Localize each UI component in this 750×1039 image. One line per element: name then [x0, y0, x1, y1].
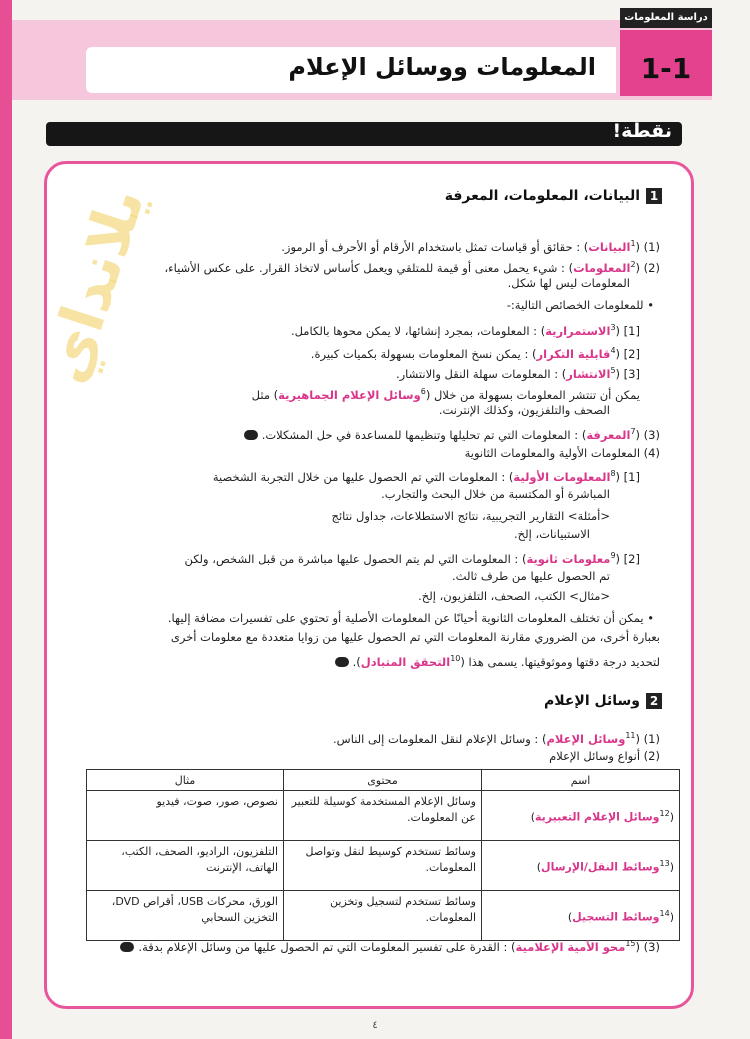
- term-number: 9: [610, 551, 616, 560]
- media-types-table: [86, 769, 680, 941]
- section-2-line: [333, 728, 660, 747]
- media-example-cell: نصوص، صور، صوت، فيديو: [87, 791, 284, 841]
- table-header-name: اسم: [482, 770, 680, 791]
- line-suffix: ) : المعلومات، بمجرد إنشائها، لا يمكن محوها بالكامل.: [290, 323, 546, 338]
- line-text: (2) أنواع وسائل الإعلام: [549, 749, 660, 763]
- media-literacy-line: [120, 936, 660, 955]
- section-1-line: [452, 568, 610, 584]
- media-example-cell: الورق، محركات USB، أقراص DVD، التخزين السحابي: [87, 891, 284, 941]
- term-number: 10: [450, 654, 461, 663]
- line-prefix: [3] (: [615, 366, 640, 381]
- line-text: الاستبيانات، إلخ.: [514, 527, 590, 541]
- page-number: ٤: [372, 1020, 378, 1031]
- line-prefix: لتحديد درجة دقتها وموثوقيتها. يسمى هذا (: [460, 654, 660, 669]
- table-header-example: مثال: [87, 770, 284, 791]
- term-number: 14: [659, 908, 670, 918]
- lesson-number: 1-1: [640, 52, 692, 85]
- key-term: معلومات ثانوية: [526, 551, 611, 566]
- line-prefix: يمكن أن تنتشر المعلومات بسهولة من خلال (: [425, 387, 640, 402]
- section-1-number: 1: [646, 188, 662, 204]
- key-term: المعلومات: [573, 260, 631, 275]
- media-name-cell: ($^{13}$وسائط النقل/الإرسال): [482, 841, 680, 891]
- key-term: الاستمرارية: [545, 323, 611, 338]
- media-content-cell: وسائط تستخدم كوسيط لنقل وتواصل المعلومات.: [284, 841, 482, 891]
- section-1-line: [311, 343, 640, 362]
- term-number: 12: [659, 808, 670, 818]
- section-2-title: وسائل الإعلام: [543, 693, 640, 709]
- line-suffix: ) : القدرة على تفسير المعلومات التي تم الحصول عليها من وسائل الإعلام بدقة.: [138, 939, 516, 954]
- term-number: 8: [610, 469, 616, 478]
- line-prefix: [1] (: [615, 323, 640, 338]
- line-prefix: (1) (: [635, 239, 660, 254]
- audio-icon[interactable]: [335, 657, 349, 667]
- section-1-line: [335, 651, 660, 670]
- section-1-heading: [445, 188, 662, 204]
- term-number: 13: [659, 858, 670, 868]
- audio-icon[interactable]: [244, 430, 258, 440]
- section-1-title: البيانات، المعلومات، المعرفة: [444, 188, 640, 204]
- line-prefix: (3) (: [635, 427, 660, 442]
- section-1-line: [332, 508, 610, 524]
- line-prefix: [2] (: [615, 551, 640, 566]
- media-name-cell: ($^{14}$وسائط التسجيل): [482, 891, 680, 941]
- line-text: بعبارة أخرى، من الضروري مقارنة المعلومات التي تم الحصول عليها من زوايا متعددة مع معلومات أخرى: [170, 630, 660, 644]
- section-1-line: [514, 526, 590, 542]
- section-1-line: [281, 236, 660, 255]
- table-header-content: محتوى: [284, 770, 482, 791]
- line-prefix: (1) (: [635, 731, 660, 746]
- line-text: • يمكن أن تختلف المعلومات الثانوية أحيانًا عن المعلومات الأصلية أو تحتوي على تفسيرات مضافة إليها.: [167, 611, 654, 625]
- line-prefix: (3) (: [635, 939, 660, 954]
- watermark: يلانداي: [30, 178, 159, 392]
- line-suffix: ) : المعلومات التي لم يتم الحصول عليها مباشرة من قبل الشخص، ولكن: [184, 551, 527, 566]
- section-1-line: [418, 588, 610, 604]
- term-number: 2: [630, 260, 636, 269]
- line-text: <أمثلة> التقارير التجريبية، نتائج الاستطلاعات، جداول نتائج: [331, 509, 610, 523]
- media-example-cell: التلفزيون، الراديو، الصحف، الكتب، الهاتف، الإنترنت: [87, 841, 284, 891]
- section-1-line: [244, 424, 660, 443]
- line-text: <مثال> الكتب، الصحف، التلفزيون، إلخ.: [418, 589, 610, 603]
- table-row: [87, 791, 680, 841]
- line-text: تم الحصول عليها من طرف ثالث.: [452, 569, 610, 583]
- section-1-line: [164, 257, 660, 276]
- media-name: وسائط التسجيل: [572, 910, 660, 924]
- nokta-bar: [46, 122, 682, 146]
- key-term: البيانات: [588, 239, 631, 254]
- key-term: المعلومات الأولية: [513, 469, 611, 484]
- nokta-label: نقطة!: [612, 120, 672, 142]
- term-number: 1: [630, 239, 636, 248]
- section-1-line: [381, 486, 610, 502]
- section-2-line: [549, 748, 660, 764]
- line-suffix: ) : وسائل الإعلام لنقل المعلومات إلى الناس.: [333, 731, 547, 746]
- media-name-cell: ($^{12}$وسائل الإعلام التعبيرية): [482, 791, 680, 841]
- key-term: الانتشار: [566, 366, 611, 381]
- section-1-line: [396, 363, 640, 382]
- line-suffix: ) : يمكن نسخ المعلومات بسهولة بكميات كبيرة.: [310, 346, 537, 361]
- media-content-cell: وسائط تستخدم لتسجيل وتخزين المعلومات.: [284, 891, 482, 941]
- section-1-line: [213, 466, 640, 485]
- section-1-line: [168, 610, 654, 626]
- term-number: 4: [610, 346, 616, 355]
- key-term: وسائل الإعلام: [546, 731, 626, 746]
- section-1-line: [508, 275, 630, 291]
- section-1-line: [171, 629, 660, 645]
- line-suffix: ) : المعلومات سهلة النقل والانتشار.: [395, 366, 567, 381]
- table-row: [87, 891, 680, 941]
- line-prefix: [2] (: [615, 346, 640, 361]
- media-name: وسائط النقل/الإرسال: [541, 860, 660, 874]
- table-row: [87, 841, 680, 891]
- term-number: 15: [625, 939, 636, 948]
- line-suffix: ).: [352, 654, 361, 669]
- line-suffix: ) مثل: [251, 387, 279, 402]
- media-content-cell: وسائل الإعلام المستخدمة كوسيلة للتعبير عن المعلومات.: [284, 791, 482, 841]
- audio-icon[interactable]: [120, 942, 134, 952]
- section-1-line: [291, 320, 640, 339]
- line-suffix: ) : المعلومات التي تم الحصول عليها من خلال التجربة الشخصية: [212, 469, 514, 484]
- left-edge-stripe: [0, 0, 12, 1039]
- line-text: • للمعلومات الخصائص التالية:-: [506, 298, 654, 312]
- key-term: قابلية التكرار: [536, 346, 611, 361]
- section-1-line: [507, 297, 654, 313]
- chapter-tag: دراسة المعلومات: [620, 8, 712, 28]
- key-term: محو الأمية الإعلامية: [515, 939, 626, 954]
- term-number: 3: [610, 323, 616, 332]
- section-1-line: [465, 445, 660, 461]
- line-suffix: ) : شيء يحمل معنى أو قيمة للمتلقي ويعمل كأساس لاتخاذ القرار. على عكس الأشياء،: [164, 260, 574, 275]
- section-1-line: [439, 402, 610, 418]
- term-number: 6: [420, 387, 426, 396]
- section-1-line: [184, 548, 640, 567]
- term-number: 11: [625, 731, 636, 740]
- line-text: الصحف والتلفزيون، وكذلك الإنترنت.: [438, 403, 610, 417]
- section-1-line: [252, 384, 640, 403]
- lesson-title: المعلومات ووسائل الإعلام: [288, 53, 596, 81]
- section-2-number: 2: [646, 693, 662, 709]
- lesson-title-box: [86, 47, 616, 93]
- line-text: (4) المعلومات الأولية والمعلومات الثانوية: [464, 446, 660, 460]
- media-name: وسائل الإعلام التعبيرية: [535, 810, 660, 824]
- term-number: 7: [630, 427, 636, 436]
- key-term: وسائل الإعلام الجماهيرية: [278, 387, 421, 402]
- key-term: التحقق المتبادل: [360, 654, 451, 669]
- section-2-heading: [544, 693, 662, 709]
- key-term: المعرفة: [586, 427, 631, 442]
- line-text: المعلومات ليس لها شكل.: [507, 276, 630, 290]
- line-prefix: (2) (: [635, 260, 660, 275]
- line-suffix: ) : حقائق أو قياسات تمثل باستخدام الأرقام أو الأحرف أو الرموز.: [281, 239, 589, 254]
- line-text: المباشرة أو المكتسبة من خلال البحث والتجارب.: [381, 487, 610, 501]
- table-header-row: [87, 770, 680, 791]
- term-number: 5: [610, 366, 616, 375]
- lesson-number-box: [620, 30, 712, 96]
- line-prefix: [1] (: [615, 469, 640, 484]
- line-suffix: ) : المعلومات التي تم تحليلها وتنظيمها للمساعدة في حل المشكلات.: [261, 427, 587, 442]
